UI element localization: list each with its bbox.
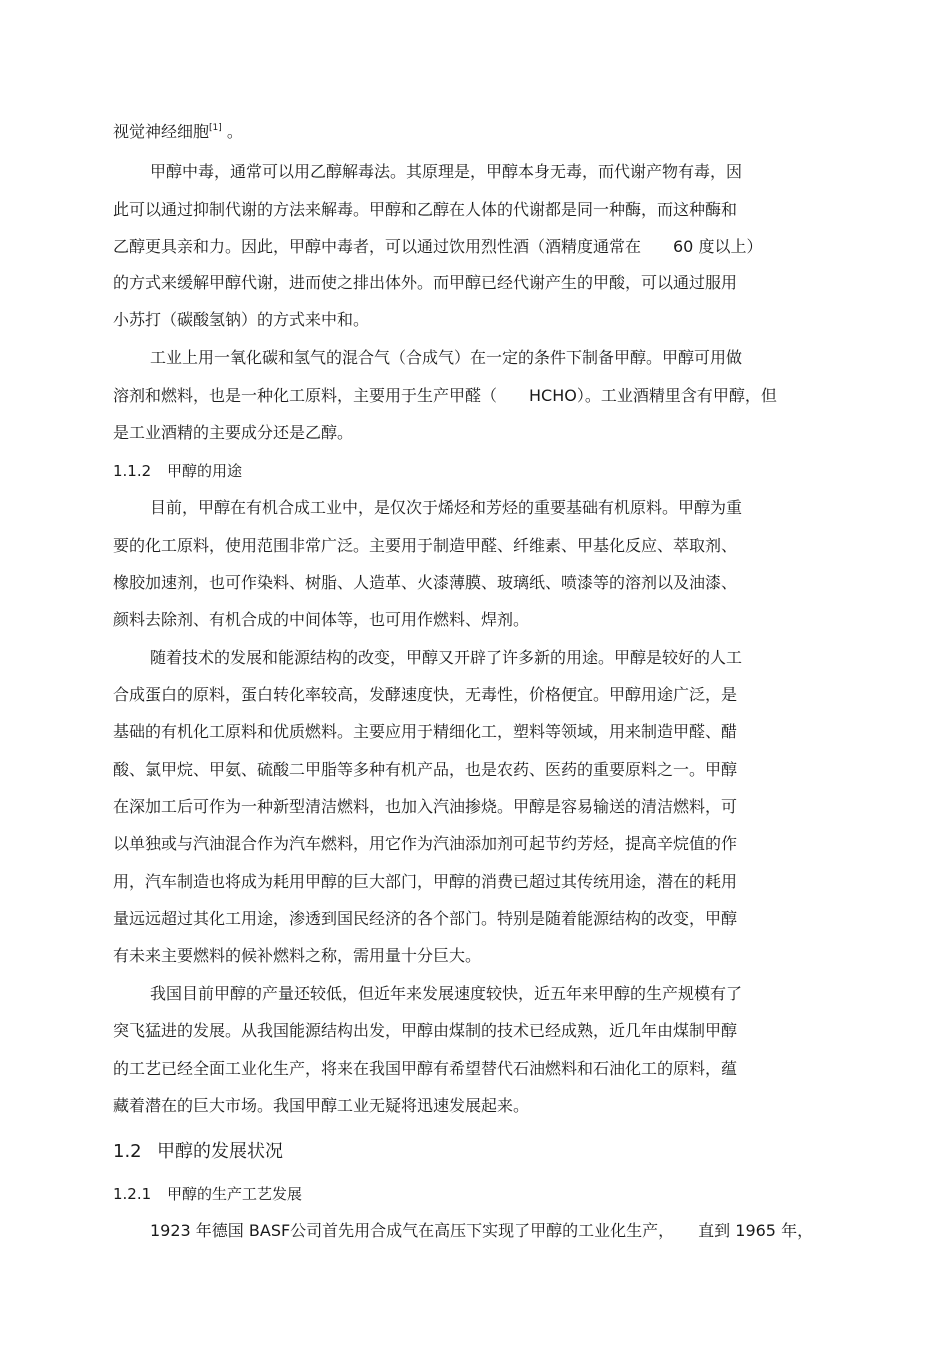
paragraph-line: 乙醇更具亲和力。因此，甲醇中毒者，可以通过饮用烈性酒（酒精度通常在 60 度以上） [113, 237, 763, 256]
paragraph-line: 我国目前甲醇的产量还较低，但近年来发展速度较快，近五年来甲醇的生产规模有了 [150, 984, 743, 1003]
paragraph-line: 的工艺已经全面工业化生产，将来在我国甲醇有希望替代石油燃料和石油化工的原料，蕴 [113, 1059, 738, 1078]
paragraph-line: 目前，甲醇在有机合成工业中，是仅次于烯烃和芳烃的重要基础有机原料。甲醇为重 [150, 498, 743, 517]
paragraph-line: 甲醇中毒，通常可以用乙醇解毒法。其原理是，甲醇本身无毒，而代谢产物有毒，因 [150, 162, 743, 181]
paragraph-line: 橡胶加速剂，也可作染料、树脂、人造革、火漆薄膜、玻璃纸、喷漆等的溶剂以及油漆、 [113, 573, 738, 592]
paragraph-line: 量远远超过其化工用途，渗透到国民经济的各个部门。特别是随着能源结构的改变，甲醇 [113, 909, 738, 928]
paragraph-line: 要的化工原料，使用范围非常广泛。主要用于制造甲醛、纤维素、甲基化反应、萃取剂、 [113, 536, 738, 555]
heading-number: 1.1.2 [113, 462, 152, 480]
paragraph-line: 1923 年德国 BASF公司首先用合成气在高压下实现了甲醇的工业化生产， 直到 1965 年， [150, 1221, 814, 1240]
heading-title: 甲醇的用途 [167, 462, 243, 480]
heading-title: 甲醇的生产工艺发展 [167, 1185, 303, 1203]
text-fragment: 。 [221, 122, 243, 141]
paragraph-line: 的方式来缓解甲醇代谢，进而使之排出体外。而甲醇已经代谢产生的甲酸，可以通过服用 [113, 273, 738, 292]
paragraph-line: 此可以通过抑制代谢的方法来解毒。甲醇和乙醇在人体的代谢都是同一种酶，而这种酶和 [113, 200, 738, 219]
paragraph-line: 突飞猛进的发展。从我国能源结构出发，甲醇由煤制的技术已经成熟，近几年由煤制甲醇 [113, 1021, 738, 1040]
paragraph-line: 是工业酒精的主要成分还是乙醇。 [113, 423, 354, 442]
paragraph-line: 有未来主要燃料的候补燃料之称，需用量十分巨大。 [113, 946, 482, 965]
section-heading-1-1-2 [113, 460, 242, 482]
paragraph-line: 以单独或与汽油混合作为汽车燃料，用它作为汽油添加剂可起节约芳烃，提高辛烷值的作 [113, 834, 738, 853]
paragraph-line: 用，汽车制造也将成为耗用甲醇的巨大部门，甲醇的消费已超过其传统用途，潜在的耗用 [113, 872, 738, 891]
heading-number: 1.2.1 [113, 1185, 152, 1203]
paragraph-line: 溶剂和燃料，也是一种化工原料，主要用于生产甲醛（ HCHO）。工业酒精里含有甲醇，但 [113, 386, 777, 405]
paragraph-line: 合成蛋白的原料，蛋白转化率较高，发酵速度快，无毒性，价格便宜。甲醇用途广泛，是 [113, 685, 738, 704]
paragraph-line: 在深加工后可作为一种新型清洁燃料，也加入汽油掺烧。甲醇是容易输送的清洁燃料，可 [113, 797, 738, 816]
heading-title: 甲醇的发展状况 [157, 1141, 283, 1162]
heading-number: 1.2 [113, 1141, 142, 1162]
paragraph-line: 颜料去除剂、有机合成的中间体等，也可用作燃料、焊剂。 [113, 610, 530, 629]
section-heading-1-2-1 [113, 1183, 302, 1205]
text-fragment: 视觉神经细胞 [113, 122, 210, 141]
section-heading-1-2 [113, 1140, 283, 1164]
citation-ref[interactable]: [1] [209, 123, 222, 133]
text-line [113, 121, 853, 143]
paragraph-line: 基础的有机化工原料和优质燃料。主要应用于精细化工，塑料等领域，用来制造甲醛、醋 [113, 722, 738, 741]
paragraph-line: 随着技术的发展和能源结构的改变，甲醇又开辟了许多新的用途。甲醇是较好的人工 [150, 648, 743, 667]
paragraph-line: 酸、氯甲烷、甲氨、硫酸二甲脂等多种有机产品，也是农药、医药的重要原料之一。甲醇 [113, 760, 738, 779]
paragraph-line: 藏着潜在的巨大市场。我国甲醇工业无疑将迅速发展起来。 [113, 1096, 530, 1115]
paragraph-line: 工业上用一氧化碳和氢气的混合气（合成气）在一定的条件下制备甲醇。甲醇可用做 [150, 348, 743, 367]
paragraph-line: 小苏打（碳酸氢钠）的方式来中和。 [113, 310, 370, 329]
